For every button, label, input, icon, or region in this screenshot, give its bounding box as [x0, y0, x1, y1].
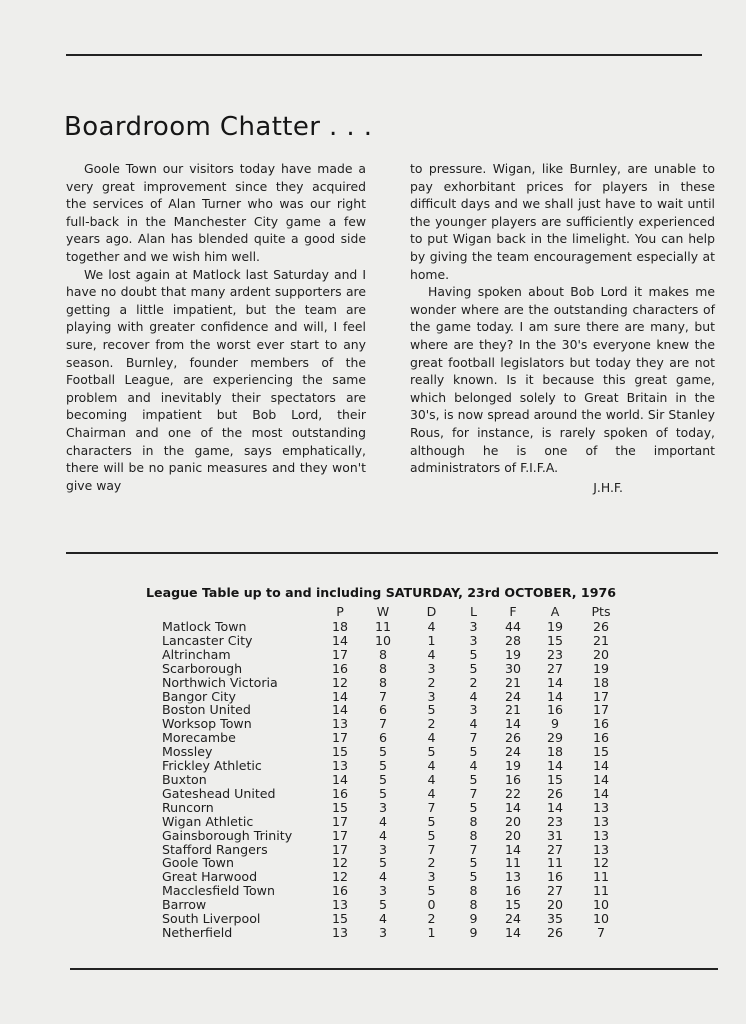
article-column-right: [410, 160, 715, 496]
cell-lost: 3: [469, 702, 478, 718]
cell-lost: 5: [469, 799, 478, 815]
cell-drawn: 2: [427, 716, 436, 732]
cell-played: 12: [331, 869, 349, 885]
middle-divider: [66, 552, 718, 554]
cell-team-name: Gateshead United: [162, 785, 276, 801]
cell-lost: 5: [469, 646, 478, 662]
column-header-points: Pts: [591, 603, 611, 619]
cell-drawn: 7: [427, 799, 436, 815]
cell-goals-against: 15: [546, 632, 564, 648]
cell-drawn: 5: [427, 744, 436, 760]
cell-played: 16: [331, 883, 349, 899]
article-paragraph: We lost again at Matlock last Saturday and I have no doubt that many ardent supporters are getting a little impatient, but the team are playing with greater confidence and will, I feel sure, recover from the worst ever start to any season. Burnley, founder members of the Football League, are experiencing the same problem and inevitably their spectators are becoming impatient but Bob Lord, their Chairman and one of the most outstanding characters in the game, says emphatically, there will be no panic measures and they won't give way: [66, 266, 366, 493]
cell-played: 15: [331, 744, 349, 760]
cell-team-name: Worksop Town: [162, 716, 252, 732]
cell-points: 14: [592, 771, 610, 787]
cell-won: 5: [378, 785, 387, 801]
cell-points: 12: [592, 855, 610, 871]
cell-played: 17: [331, 827, 349, 843]
cell-played: 15: [331, 911, 349, 927]
cell-won: 5: [378, 855, 387, 871]
cell-points: 10: [592, 911, 610, 927]
cell-played: 14: [331, 688, 349, 704]
cell-drawn: 3: [427, 660, 436, 676]
cell-drawn: 5: [427, 827, 436, 843]
cell-points: 15: [592, 744, 610, 760]
table-row: [162, 731, 626, 745]
cell-lost: 3: [469, 619, 478, 634]
cell-won: 3: [378, 883, 387, 899]
cell-goals-against: 27: [546, 660, 564, 676]
cell-won: 4: [378, 911, 387, 927]
cell-goals-for: 19: [504, 758, 522, 774]
table-row: [162, 620, 626, 634]
cell-played: 17: [331, 813, 349, 829]
cell-team-name: Netherfield: [162, 924, 233, 940]
cell-goals-against: 29: [546, 730, 564, 746]
cell-points: 20: [592, 646, 610, 662]
cell-points: 7: [596, 924, 605, 940]
table-row: [162, 856, 626, 870]
article-title: Boardroom Chatter . . .: [64, 112, 373, 142]
cell-drawn: 4: [427, 619, 436, 634]
cell-goals-against: 14: [546, 758, 564, 774]
cell-goals-for: 26: [504, 730, 522, 746]
cell-lost: 8: [469, 813, 478, 829]
cell-goals-for: 21: [504, 702, 522, 718]
table-row: [162, 829, 626, 843]
cell-drawn: 1: [427, 632, 436, 648]
cell-points: 13: [592, 841, 610, 857]
cell-points: 13: [592, 799, 610, 815]
table-row: [162, 912, 626, 926]
cell-points: 17: [592, 702, 610, 718]
cell-lost: 9: [469, 924, 478, 940]
cell-lost: 5: [469, 744, 478, 760]
cell-won: 4: [378, 827, 387, 843]
cell-won: 4: [378, 869, 387, 885]
cell-team-name: Lancaster City: [162, 632, 253, 648]
cell-team-name: Mossley: [162, 744, 213, 760]
cell-lost: 4: [469, 688, 478, 704]
cell-goals-for: 24: [504, 911, 522, 927]
cell-played: 13: [331, 924, 349, 940]
cell-lost: 7: [469, 841, 478, 857]
cell-goals-for: 14: [504, 841, 522, 857]
cell-won: 4: [378, 813, 387, 829]
cell-played: 17: [331, 730, 349, 746]
cell-team-name: Great Harwood: [162, 869, 258, 885]
cell-won: 6: [378, 730, 387, 746]
cell-lost: 8: [469, 897, 478, 913]
cell-goals-against: 35: [546, 911, 564, 927]
article-column-left: [66, 160, 366, 494]
cell-goals-for: 16: [504, 883, 522, 899]
table-row: [162, 662, 626, 676]
table-row: [162, 773, 626, 787]
cell-team-name: Altrincham: [162, 646, 231, 662]
cell-drawn: 4: [427, 730, 436, 746]
cell-won: 10: [374, 632, 392, 648]
cell-played: 14: [331, 771, 349, 787]
cell-team-name: Runcorn: [162, 799, 214, 815]
cell-goals-against: 19: [546, 619, 564, 634]
cell-goals-for: 14: [504, 799, 522, 815]
table-row: [162, 898, 626, 912]
cell-goals-against: 14: [546, 688, 564, 704]
cell-goals-for: 13: [504, 869, 522, 885]
cell-goals-against: 14: [546, 674, 564, 690]
cell-goals-against: 27: [546, 883, 564, 899]
league-table-header: [162, 603, 626, 620]
cell-won: 5: [378, 771, 387, 787]
cell-points: 18: [592, 674, 610, 690]
cell-played: 12: [331, 855, 349, 871]
cell-won: 8: [378, 646, 387, 662]
cell-goals-for: 24: [504, 744, 522, 760]
cell-won: 5: [378, 897, 387, 913]
cell-goals-for: 16: [504, 771, 522, 787]
table-row: [162, 676, 626, 690]
table-row: [162, 648, 626, 662]
cell-lost: 5: [469, 660, 478, 676]
article-paragraph: Goole Town our visitors today have made a very great improvement since they acquired the services of Alan Turner who was our right full-back in the Manchester City game a few years ago. Alan has blended quite a good side together and we wish him well.: [66, 161, 366, 264]
cell-drawn: 5: [427, 813, 436, 829]
cell-goals-for: 11: [504, 855, 522, 871]
cell-won: 8: [378, 674, 387, 690]
cell-goals-against: 20: [546, 897, 564, 913]
cell-played: 14: [331, 702, 349, 718]
cell-team-name: South Liverpool: [162, 911, 261, 927]
cell-team-name: Northwich Victoria: [162, 674, 278, 690]
cell-team-name: Wigan Athletic: [162, 813, 254, 829]
cell-points: 14: [592, 758, 610, 774]
cell-goals-against: 23: [546, 646, 564, 662]
cell-played: 16: [331, 785, 349, 801]
cell-goals-against: 18: [546, 744, 564, 760]
cell-lost: 8: [469, 827, 478, 843]
column-header-goals-for: F: [509, 603, 517, 619]
cell-drawn: 4: [427, 785, 436, 801]
cell-drawn: 4: [427, 758, 436, 774]
cell-goals-against: 31: [546, 827, 564, 843]
cell-played: 17: [331, 646, 349, 662]
table-row: [162, 884, 626, 898]
cell-goals-for: 19: [504, 646, 522, 662]
cell-goals-for: 15: [504, 897, 522, 913]
cell-points: 11: [592, 883, 610, 899]
cell-drawn: 2: [427, 855, 436, 871]
table-row: [162, 745, 626, 759]
table-row: [162, 690, 626, 704]
cell-team-name: Gainsborough Trinity: [162, 827, 293, 843]
column-header-drawn: D: [426, 603, 437, 619]
cell-goals-for: 14: [504, 716, 522, 732]
cell-won: 3: [378, 841, 387, 857]
cell-team-name: Bangor City: [162, 688, 236, 704]
cell-played: 17: [331, 841, 349, 857]
cell-team-name: Morecambe: [162, 730, 236, 746]
cell-points: 21: [592, 632, 610, 648]
cell-points: 16: [592, 716, 610, 732]
cell-lost: 7: [469, 785, 478, 801]
cell-goals-for: 30: [504, 660, 522, 676]
cell-drawn: 7: [427, 841, 436, 857]
league-table-caption: League Table up to and including SATURDAY, 23rd OCTOBER, 1976: [146, 585, 616, 600]
table-row: [162, 634, 626, 648]
cell-drawn: 2: [427, 911, 436, 927]
cell-drawn: 4: [427, 646, 436, 662]
cell-played: 16: [331, 660, 349, 676]
cell-won: 3: [378, 924, 387, 940]
column-header-lost: L: [469, 603, 478, 619]
cell-points: 13: [592, 827, 610, 843]
top-divider: [66, 54, 702, 56]
cell-goals-for: 24: [504, 688, 522, 704]
cell-points: 19: [592, 660, 610, 676]
cell-drawn: 4: [427, 771, 436, 787]
cell-goals-against: 15: [546, 771, 564, 787]
cell-team-name: Goole Town: [162, 855, 234, 871]
cell-goals-for: 20: [504, 827, 522, 843]
cell-team-name: Scarborough: [162, 660, 243, 676]
cell-lost: 4: [469, 758, 478, 774]
cell-goals-against: 11: [546, 855, 564, 871]
author-signature: J.H.F.: [593, 479, 623, 495]
cell-team-name: Buxton: [162, 771, 207, 787]
cell-goals-for: 22: [504, 785, 522, 801]
cell-drawn: 1: [427, 924, 436, 940]
cell-played: 13: [331, 897, 349, 913]
cell-drawn: 5: [427, 702, 436, 718]
cell-goals-for: 14: [504, 924, 522, 940]
cell-points: 16: [592, 730, 610, 746]
cell-lost: 2: [469, 674, 478, 690]
cell-goals-against: 16: [546, 869, 564, 885]
cell-won: 11: [374, 619, 392, 634]
cell-points: 26: [592, 619, 610, 634]
cell-goals-for: 28: [504, 632, 522, 648]
cell-points: 17: [592, 688, 610, 704]
cell-goals-against: 16: [546, 702, 564, 718]
league-table-body: [162, 620, 626, 940]
cell-points: 11: [592, 869, 610, 885]
cell-points: 10: [592, 897, 610, 913]
cell-team-name: Boston United: [162, 702, 251, 718]
table-row: [162, 926, 626, 940]
table-row: [162, 815, 626, 829]
cell-lost: 5: [469, 869, 478, 885]
cell-goals-for: 21: [504, 674, 522, 690]
cell-won: 5: [378, 744, 387, 760]
cell-won: 5: [378, 758, 387, 774]
column-header-goals-against: A: [550, 603, 560, 619]
cell-lost: 4: [469, 716, 478, 732]
table-row: [162, 801, 626, 815]
cell-played: 18: [331, 619, 349, 634]
cell-goals-for: 44: [504, 619, 522, 634]
cell-points: 14: [592, 785, 610, 801]
article-paragraph: Having spoken about Bob Lord it makes me wonder where are the outstanding characters of the game today. I am sure there are many, but where are they? In the 30's everyone knew the great football legislators but today they are not really known. Is it because this great game, which belonged solely to Great Britain in the 30's, is now spread around the world. Sir Stanley Rous, for instance, is rarely spoken of today, although he is one of the important administrators of F.I.F.A.: [410, 284, 715, 476]
cell-goals-against: 14: [546, 799, 564, 815]
cell-played: 15: [331, 799, 349, 815]
cell-team-name: Macclesfield Town: [162, 883, 275, 899]
cell-played: 14: [331, 632, 349, 648]
cell-drawn: 5: [427, 883, 436, 899]
cell-goals-for: 20: [504, 813, 522, 829]
cell-lost: 9: [469, 911, 478, 927]
cell-team-name: Matlock Town: [162, 619, 247, 634]
table-row: [162, 703, 626, 717]
cell-lost: 7: [469, 730, 478, 746]
cell-drawn: 0: [427, 897, 436, 913]
cell-team-name: Stafford Rangers: [162, 841, 268, 857]
table-row: [162, 759, 626, 773]
column-header-team-name: [162, 603, 322, 620]
table-row: [162, 843, 626, 857]
cell-won: 8: [378, 660, 387, 676]
table-row: [162, 787, 626, 801]
bottom-divider: [70, 968, 718, 970]
cell-played: 12: [331, 674, 349, 690]
cell-goals-against: 23: [546, 813, 564, 829]
cell-won: 7: [378, 716, 387, 732]
cell-lost: 3: [469, 632, 478, 648]
cell-played: 13: [331, 758, 349, 774]
cell-drawn: 2: [427, 674, 436, 690]
cell-drawn: 3: [427, 869, 436, 885]
article-paragraph: to pressure. Wigan, like Burnley, are unable to pay exhorbitant prices for players in these difficult days and we shall just have to wait until the younger players are sufficiently experienced to put Wigan back in the limelight. You can help by giving the team encouragement especially at home.: [410, 161, 715, 282]
cell-drawn: 3: [427, 688, 436, 704]
cell-won: 7: [378, 688, 387, 704]
column-header-played: P: [336, 603, 344, 619]
cell-goals-against: 27: [546, 841, 564, 857]
cell-team-name: Barrow: [162, 897, 207, 913]
cell-played: 13: [331, 716, 349, 732]
table-row: [162, 870, 626, 884]
table-row: [162, 717, 626, 731]
cell-points: 13: [592, 813, 610, 829]
cell-goals-against: 26: [546, 785, 564, 801]
cell-won: 3: [378, 799, 387, 815]
cell-team-name: Frickley Athletic: [162, 758, 262, 774]
cell-lost: 5: [469, 771, 478, 787]
cell-lost: 5: [469, 855, 478, 871]
cell-won: 6: [378, 702, 387, 718]
column-header-won: W: [376, 603, 390, 619]
cell-goals-against: 26: [546, 924, 564, 940]
league-table: [162, 603, 626, 940]
cell-lost: 8: [469, 883, 478, 899]
cell-goals-against: 9: [550, 716, 559, 732]
